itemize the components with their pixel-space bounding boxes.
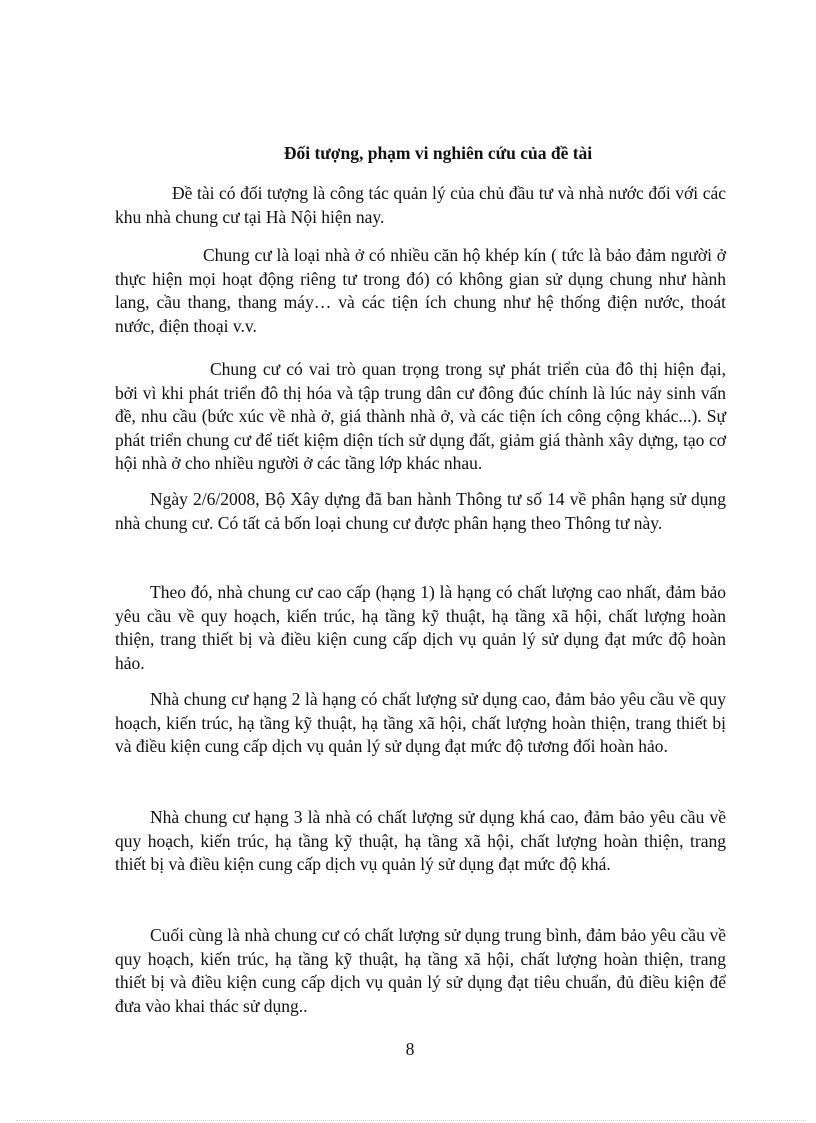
page-number: 8 <box>405 1039 415 1059</box>
paragraph-subject: Đề tài có đối tượng là công tác quản lý của chủ đầu tư và nhà nước đối với các khu nhà chung cư tại Hà Nội hiện nay. <box>115 183 726 227</box>
paragraph-circular-14: Ngày 2/6/2008, Bộ Xây dựng đã ban hành Thông tư số 14 về phân hạng sử dụng nhà chung cư. Có tất cả bốn loại chung cư được phân hạng theo Thông tư này. <box>115 489 726 533</box>
paragraph-grade-3: Nhà chung cư hạng 3 là nhà có chất lượng sử dụng khá cao, đảm bảo yêu cầu về quy hoạch, kiến trúc, hạ tầng kỹ thuật, hạ tầng xã hội, chất lượng hoàn thiện, trang thiết bị và điều kiện cung cấp dịch vụ quản lý sử dụng đạt mức độ khá. <box>115 807 726 874</box>
paragraph-apartment-role: Chung cư có vai trò quan trọng trong sự phát triển của đô thị hiện đại, bởi vì khi phát triển đô thị hóa và tập trung dân cư đông đúc chính là lúc nảy sinh vấn đề, nhu cầu (bức xúc về nhà ở, giá thành nhà ở, và các tiện ích công cộng khác...). Sự phát triển chung cư để tiết kiệm diện tích sử dụng đất, giảm giá thành xây dựng, tạo cơ hội nhà ở cho nhiều người ở các tầng lớp khác nhau. <box>115 359 726 473</box>
page-bottom-dotted-rule <box>16 1120 806 1121</box>
paragraph-apartment-definition: Chung cư là loại nhà ở có nhiều căn hộ khép kín ( tức là bảo đảm người ở thực hiện mọi hoạt động riêng tư trong đó) có không gian sử dụng chung như hành lang, cầu thang, thang máy… và các tiện ích chung như hệ thống điện nước, thoát nước, điện thoại v.v. <box>115 245 726 336</box>
paragraph-grade-2: Nhà chung cư hạng 2 là hạng có chất lượng sử dụng cao, đảm bảo yêu cầu về quy hoạch, kiến trúc, hạ tầng kỹ thuật, hạ tầng xã hội, chất lượng hoàn thiện, trang thiết bị và điều kiện cung cấp dịch vụ quản lý sử dụng đạt mức độ tương đối hoàn hảo. <box>115 689 726 756</box>
section-title: Đối tượng, phạm vi nghiên cứu của đề tài <box>283 143 593 163</box>
paragraph-grade-1: Theo đó, nhà chung cư cao cấp (hạng 1) là hạng có chất lượng cao nhất, đảm bảo yêu cầu về quy hoạch, kiến trúc, hạ tầng kỹ thuật, hạ tầng xã hội, chất lượng hoàn thiện, trang thiết bị và điều kiện cung cấp dịch vụ quản lý sử dụng đạt mức độ hoàn hảo. <box>115 582 726 673</box>
paragraph-grade-4: Cuối cùng là nhà chung cư có chất lượng sử dụng trung bình, đảm bảo yêu cầu về quy hoạch, kiến trúc, hạ tầng kỹ thuật, hạ tầng xã hội, chất lượng hoàn thiện, trang thiết bị và điều kiện cung cấp dịch vụ quản lý sử dụng đạt tiêu chuẩn, đủ điều kiện để đưa vào khai thác sử dụng.. <box>115 925 726 1016</box>
